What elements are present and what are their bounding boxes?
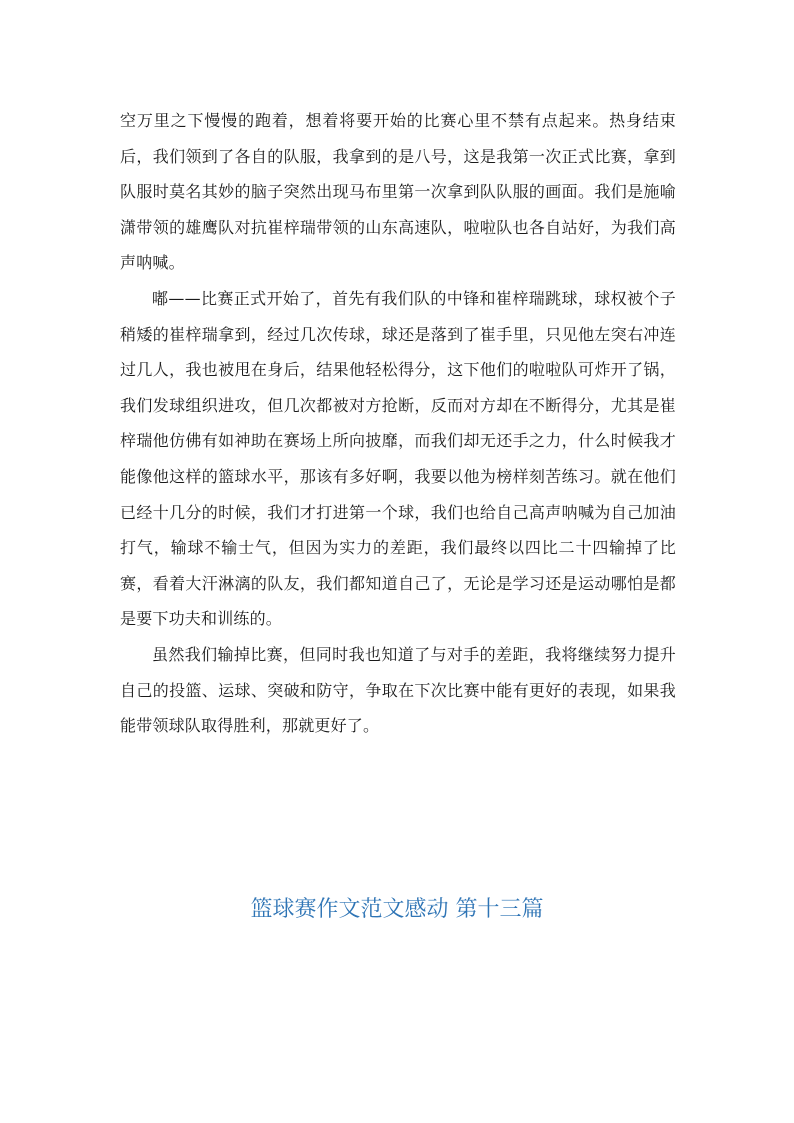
article-body	[120, 103, 676, 744]
paragraph-1: 空万里之下慢慢的跑着，想着将要开始的比赛心里不禁有点起来。热身结束后，我们领到了各自的队服，我拿到的是八号，这是我第一次正式比赛，拿到队服时莫名其妙的脑子突然出现马布里第一次拿到队队服的画面。我们是施喻潇带领的雄鹰队对抗崔梓瑞带领的山东高速队，啦啦队也各自站好，为我们高声呐喊。	[120, 111, 676, 273]
section-heading: 篮球赛作文范文感动 第十三篇	[250, 897, 544, 922]
paragraph-3: 虽然我们输掉比赛，但同时我也知道了与对手的差距，我将继续努力提升自己的投篮、运球、突破和防守，争取在下次比赛中能有更好的表现，如果我能带领球队取得胜利，那就更好了。	[120, 644, 676, 736]
paragraph-2: 嘟——比赛正式开始了，首先有我们队的中锋和崔梓瑞跳球，球权被个子稍矮的崔梓瑞拿到，经过几次传球，球还是落到了崔手里，只见他左突右冲连过几人，我也被甩在身后，结果他轻松得分，这下他们的啦啦队可炸开了锅，我们发球组织进攻，但几次都被对方抢断，反而对方却在不断得分，尤其是崔梓瑞他仿佛有如神助在赛场上所向披靡，而我们却无还手之力，什么时候我才能像他这样的篮球水平，那该有多好啊，我要以他为榜样刻苦练习。就在他们已经十几分的时候，我们才打进第一个球，我们也给自己高声呐喊为自己加油打气，输球不输士气，但因为实力的差距，我们最终以四比二十四输掉了比赛，看着大汗淋漓的队友，我们都知道自己了，无论是学习还是运动哪怕是都是要下功夫和训练的。	[120, 288, 676, 629]
